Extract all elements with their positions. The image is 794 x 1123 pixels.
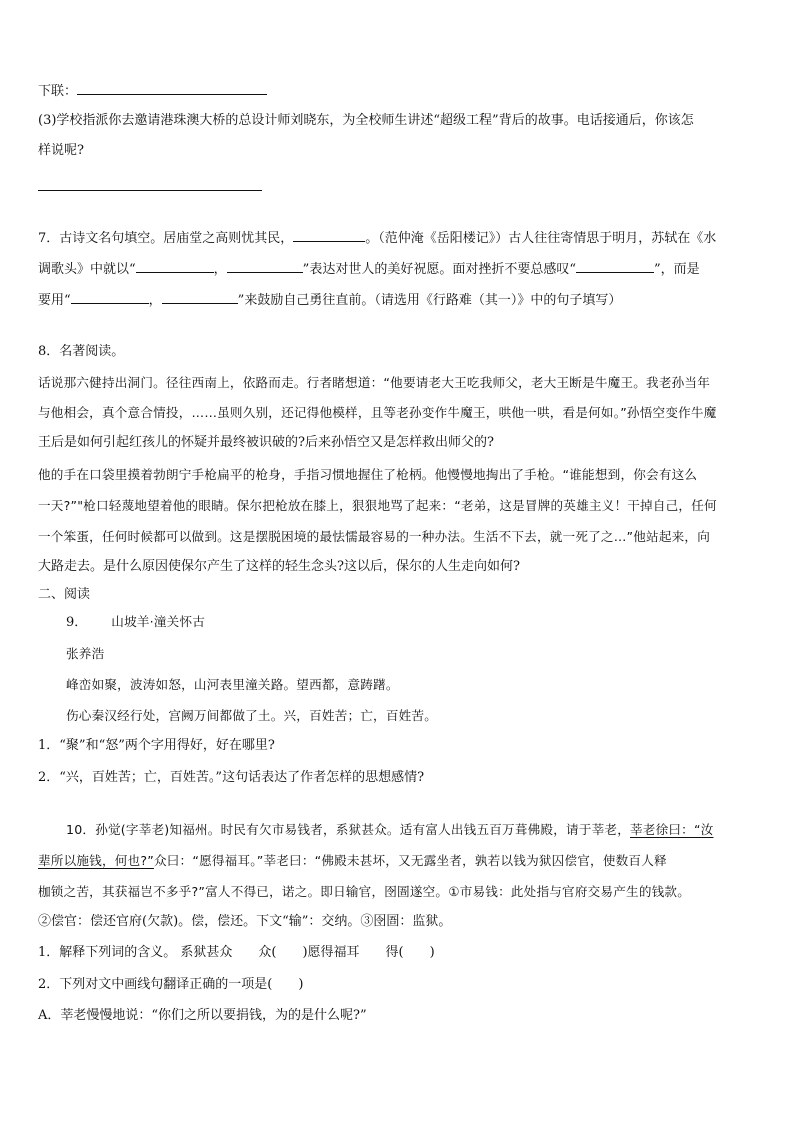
q7-text: 要用“: [38, 293, 71, 308]
q7-text: ”，而是: [653, 262, 700, 277]
q8-passage2-line3: 一个笨蛋，任何时候都可以做到。这是摆脱困境的最怯懦最容易的一种办法。生活不下去，就一死了之…”他站起来，向: [38, 529, 710, 544]
q8-passage1-line2: 与他相会，真个意合情投，……虽则久别，还记得他模样，且等老孙变作牛魔王，哄他一哄，看是何如。”孙悟空变作牛魔: [38, 405, 717, 420]
q6-part3: (3)学校指派你去邀请港珠澳大桥的总设计师刘晓东，为全校师生讲述“超级工程”背后的故事。电话接通后，你该怎: [38, 113, 694, 128]
q10-line1: [66, 820, 764, 840]
poem-line-1: 峰峦如聚，波涛如怒，山河表里潼关路。望西都，意踌躇。: [66, 677, 399, 692]
q9-sub2: 2．“兴，百姓苦；亡，百姓苦。”这句话表达了作者怎样的思想感情?: [38, 770, 425, 785]
q10-text: 众曰：“愿得福耳。”莘老曰：“佛殿未甚坏，又无露坐者，孰若以钱为狱囚偿官，使数百人释: [153, 853, 667, 868]
q7-blank-3[interactable]: [227, 258, 303, 273]
q8-passage2-line1: 他的手在口袋里摸着勃朗宁手枪扁平的枪身，手指习惯地握住了枪柄。他慢慢地掏出了手枪。“谁能想到，你会有这么: [38, 467, 698, 482]
q10-underlined-sentence: 辈所以施钱，何也?”: [38, 853, 154, 868]
q10-line2: [38, 851, 764, 871]
q10-text: 10．孙觉(字莘老)知福州。时民有欠市易钱者，系狱甚众。适有富人出钱五百万葺佛殿，请于莘老，: [66, 822, 630, 837]
xialian-label: 下联：: [38, 84, 78, 99]
q7-line1: [38, 227, 764, 249]
q8-question2: 大路走去。是什么原因使保尔产生了这样的轻生念头?这以后，保尔的人生走向如何?: [38, 559, 520, 574]
q7-line3: [38, 289, 764, 311]
q7-blank-5[interactable]: [71, 289, 149, 304]
q8-question1: 王后是如何引起红孩儿的怀疑并最终被识破的?后来孙悟空又是怎样救出师父的?: [38, 435, 494, 450]
q7-text: ，: [148, 293, 162, 308]
q7-text: ”表达对世人的美好祝愿。面对挫折不要总感叹“: [302, 262, 576, 277]
q10-sub2: 2．下列对文中画线句翻译正确的一项是( ): [38, 977, 304, 992]
xialian-blank[interactable]: [77, 80, 267, 95]
q8-passage2-line2: 一天?”"枪口轻蔑地望着他的眼睛。保尔把枪放在膝上，狠狠地骂了起来：“老弟，这是冒牌的英雄主义！干掉自己，任何: [38, 498, 717, 513]
q7-blank-4[interactable]: [576, 258, 654, 273]
q10-option-a[interactable]: A．莘老慢慢地说：“你们之所以要捐钱，为的是什么呢?”: [38, 1008, 367, 1023]
q6-answer-line[interactable]: [38, 190, 262, 191]
poem-line-2: 伤心秦汉经行处，宫阙万间都做了土。兴，百姓苦；亡，百姓苦。: [66, 708, 438, 723]
q7-text: 。（范仲淹《岳阳楼记》）古人往往寄情思于明月，苏轼在《水: [365, 231, 717, 246]
poem-title: 山坡羊·潼关怀古: [111, 614, 206, 629]
q7-blank-2[interactable]: [136, 258, 214, 273]
q8-title: 8．名著阅读。: [38, 344, 125, 359]
q7-blank-6[interactable]: [162, 289, 238, 304]
q7-text: ”来鼓励自己勇往直前。（请选用《行路难（其一）》中的句子填写）: [237, 293, 622, 308]
q10-sub1: 1．解释下列词的含义。 系狱甚众 众( )愿得福耳 得( ): [38, 945, 435, 960]
q9-heading: [66, 612, 764, 633]
q9-sub1: 1．“聚”和“怒”两个字用得好，好在哪里?: [38, 738, 275, 753]
section-title: 二、阅读: [38, 587, 91, 602]
q10-underlined-sentence: 莘老徐曰：“汝: [630, 822, 714, 837]
poem-author: 张养浩: [66, 646, 105, 661]
q7-text: 7．古诗文名句填空。居庙堂之高则忧其民，: [38, 231, 294, 246]
q6-xialian: [38, 80, 764, 102]
q8-passage1-line1: 话说那六健持出洞门。径往西南上，依路而走。行者睹想道：“他要请老大王吃我师父，老大王断是牛魔王。我老孙当年: [38, 375, 710, 390]
q7-text: 调歌头》中就以“: [38, 262, 136, 277]
q7-blank-1[interactable]: [293, 227, 365, 242]
q9-number: 9．: [66, 615, 88, 630]
q6-part3-cont: 样说呢?: [38, 143, 84, 158]
q7-line2: [38, 258, 764, 280]
q10-line4: ②偿官：偿还官府(欠款)。偿，偿还。下文“输”：交纳。③囹圄：监狱。: [38, 914, 452, 929]
q10-line3: 枷锁之苦，其获福岂不多乎?”富人不得已，诺之。即日输官，囹圄遂空。①市易钱：此处指与官府交易产生的钱款。: [38, 884, 690, 899]
q7-text: ，: [213, 262, 227, 277]
